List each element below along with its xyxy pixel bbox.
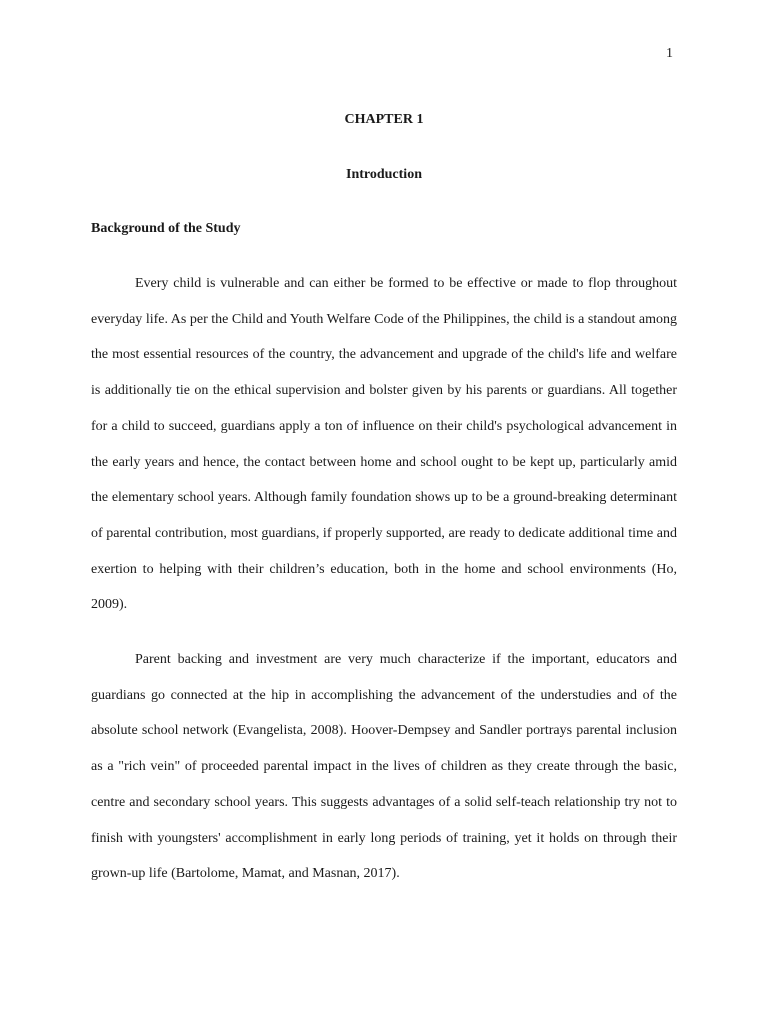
chapter-title: CHAPTER 1 xyxy=(344,112,424,127)
body-paragraph: Every child is vulnerable and can either be formed to be effective or made to flop throughout everyday life. As per the Child and Youth Welfare Code of the Philippines, the child is a standout among the most essential resources of the country, the advancement and upgrade of the child's life and welfare is additionally tie on the ethical supervision and bolster given by his parents or guardians. All together for a child to succeed, guardians apply a ton of influence on their child's psychological advancement in the early years and hence, the contact between home and school ought to be kept up, particularly amid the elementary school years. Although family foundation shows up to be a ground-breaking determinant of parental contribution, most guardians, if properly supported, are ready to dedicate additional time and exertion to helping with their children’s education, both in the home and school environments (Ho, 2009). xyxy=(91,276,677,613)
section-title: Introduction xyxy=(346,167,422,182)
body-paragraph: Parent backing and investment are very much characterize if the important, educators and guardians go connected at the hip in accomplishing the advancement of the understudies and of the absolute school network (Evangelista, 2008). Hoover-Dempsey and Sandler portrays parental inclusion as a "rich vein" of proceeded parental impact in the lives of children as they create through the basic, centre and secondary school years. This suggests advantages of a solid self-teach relationship try not to finish with youngsters' accomplishment in early long periods of training, yet it holds on through their grown-up life (Bartolome, Mamat, and Masnan, 2017). xyxy=(91,652,677,882)
page-number: 1 xyxy=(666,46,673,61)
subsection-title: Background of the Study xyxy=(91,221,241,236)
